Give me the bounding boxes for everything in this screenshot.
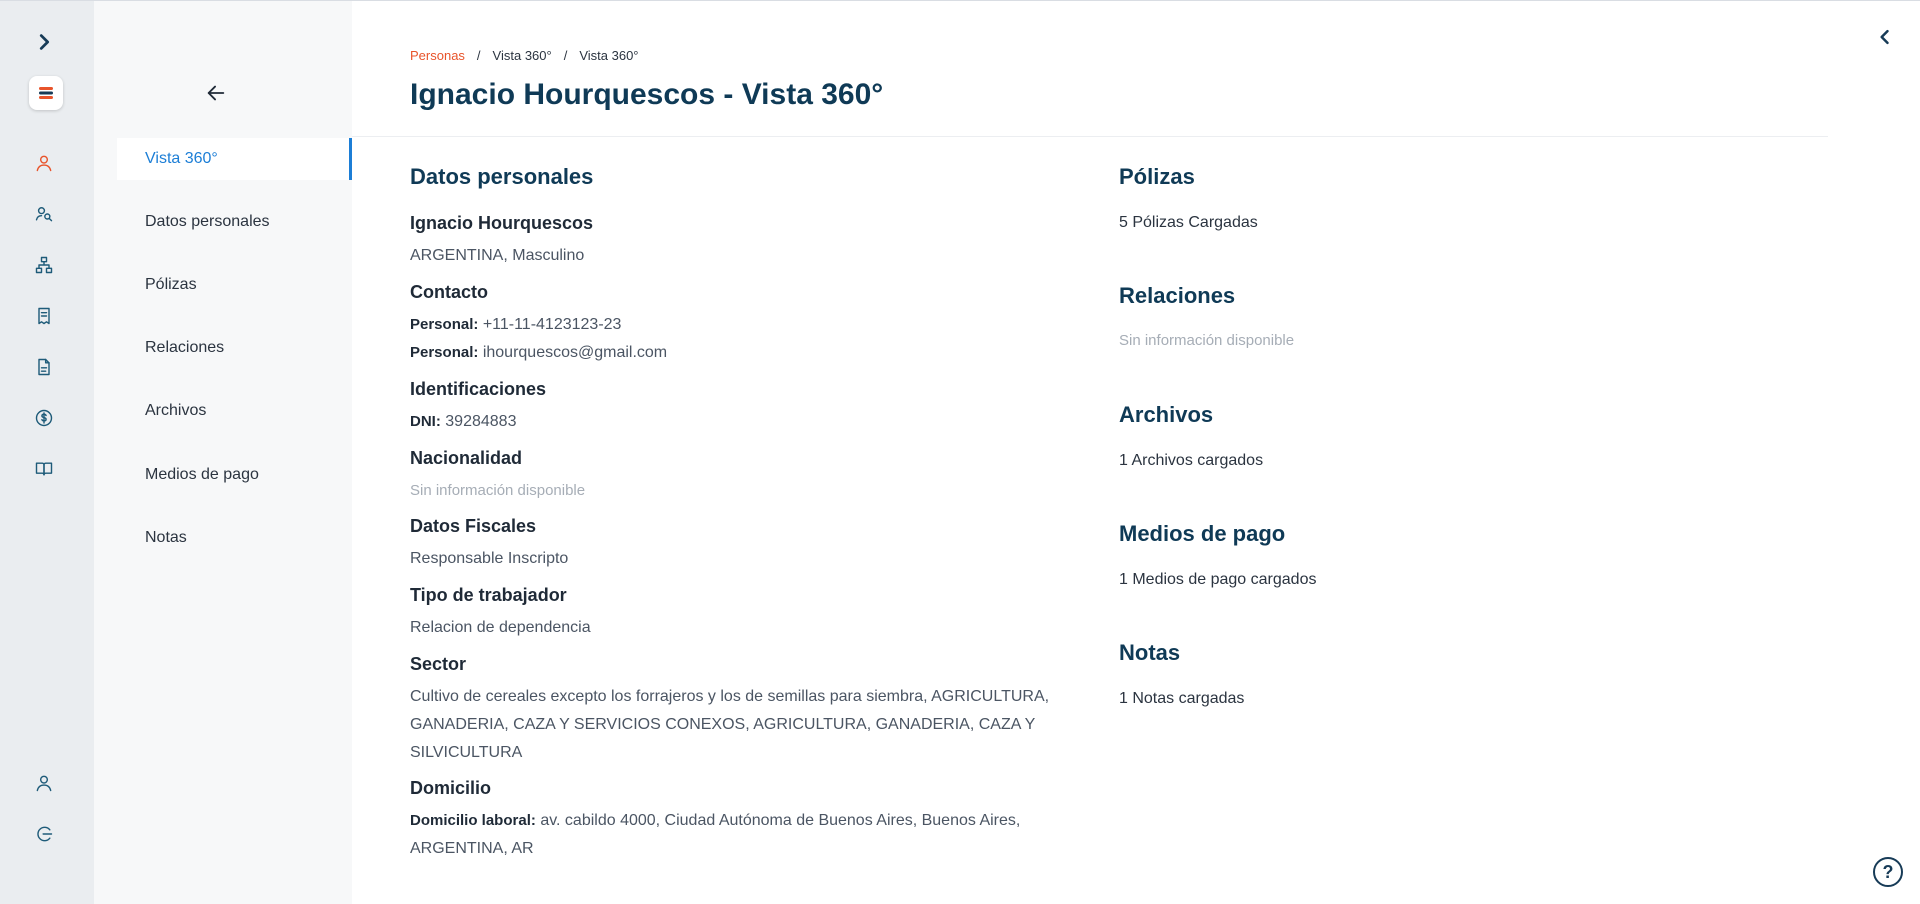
subnav-item-label: Archivos [145,402,207,419]
address-label: Domicilio laboral: [410,812,536,829]
breadcrumb-current: Vista 360° [579,48,639,63]
dni-value: 39284883 [445,413,517,430]
collapse-panel-icon[interactable] [1870,22,1900,52]
nationality-value: Sin información disponible [410,482,586,499]
book-icon[interactable] [29,454,59,484]
relations-value: Sin información disponible [1119,332,1295,349]
header-divider [352,136,1828,137]
help-icon[interactable]: ? [1873,857,1903,887]
subnav-item-label: Vista 360° [145,150,218,167]
address-line-1: av. cabildo 4000, Ciudad Autónoma de Buenos Aires, Buenos Aires, [540,812,1021,829]
worker-type-title: Tipo de trabajador [410,585,567,605]
main-content [352,1,1920,904]
breadcrumb [410,48,639,63]
expand-icon[interactable] [29,27,59,57]
payment-methods-value: 1 Medios de pago cargados [1119,571,1317,588]
country-gender: ARGENTINA, Masculino [410,247,585,264]
address-line-2: ARGENTINA, AR [410,840,534,857]
people-search-icon[interactable] [29,199,59,229]
document-icon[interactable] [29,352,59,382]
worker-type-value: Relacion de dependencia [410,619,591,636]
logo-icon[interactable] [29,76,63,110]
subnav-item-relaciones[interactable] [117,327,352,369]
receipt-icon[interactable] [29,301,59,331]
phone-row [410,311,621,339]
org-chart-icon[interactable] [29,250,59,280]
subnav-item-vista-360[interactable] [117,138,352,180]
sector-title: Sector [410,654,467,674]
breadcrumb-vista-360: Vista 360° [492,48,552,63]
breadcrumb-personas[interactable]: Personas [410,48,465,63]
fiscal-title: Datos Fiscales [410,516,537,536]
subnav-item-archivos[interactable] [117,390,352,432]
user-icon[interactable] [29,768,59,798]
policies-value: 5 Pólizas Cargadas [1119,214,1258,231]
subnav-item-datos-personales[interactable] [117,201,352,243]
sector-line-2: GANADERIA, CAZA Y SERVICIOS CONEXOS, AGRICULTURA, GANADERIA, CAZA Y [410,716,1036,733]
email-label: Personal: [410,344,479,361]
payment-methods-heading: Medios de pago [1119,521,1286,546]
dollar-icon[interactable] [29,403,59,433]
notes-value: 1 Notas cargadas [1119,690,1245,707]
icon-rail [0,1,94,904]
email-row [410,339,667,367]
address-title: Domicilio [410,778,492,798]
email-value: ihourquescos@gmail.com [482,344,668,361]
address-row [410,807,1020,835]
subnav-item-polizas[interactable] [117,264,352,306]
files-heading: Archivos [1119,402,1214,427]
dni-label: DNI: [410,413,441,430]
personal-data-heading: Datos personales [410,164,594,189]
subnav-item-label: Pólizas [145,276,197,293]
subnav-item-notas[interactable] [117,517,352,559]
subnav-item-label: Datos personales [145,213,270,230]
page-title: Ignacio Hourquescos - Vista 360° [410,78,884,111]
fiscal-value: Responsable Inscripto [410,550,569,567]
dni-row [410,408,516,436]
subnav-item-medios-de-pago[interactable] [117,454,352,496]
policies-heading: Pólizas [1119,164,1195,189]
back-arrow-icon[interactable] [202,79,230,107]
identifications-title: Identificaciones [410,379,547,399]
breadcrumb-separator: / [563,48,568,63]
files-value: 1 Archivos cargados [1119,452,1264,469]
subnav-item-label: Medios de pago [145,466,259,483]
relations-heading: Relaciones [1119,283,1236,308]
person-icon[interactable] [29,148,59,178]
person-name: Ignacio Hourquescos [410,213,594,233]
contact-title: Contacto [410,282,488,302]
notes-heading: Notas [1119,640,1181,665]
logout-icon[interactable] [29,819,59,849]
phone-label: Personal: [410,316,479,333]
subnav-item-label: Relaciones [145,339,225,356]
sector-line-3: SILVICULTURA [410,744,523,761]
nationality-title: Nacionalidad [410,448,523,468]
section-nav [94,1,352,904]
subnav-item-label: Notas [145,529,187,546]
phone-value: +11-11-4123123-23 [482,316,622,333]
sector-line-1: Cultivo de cereales excepto los forrajeros y los de semillas para siembra, AGRICULTURA, [410,688,1050,705]
breadcrumb-separator: / [476,48,481,63]
